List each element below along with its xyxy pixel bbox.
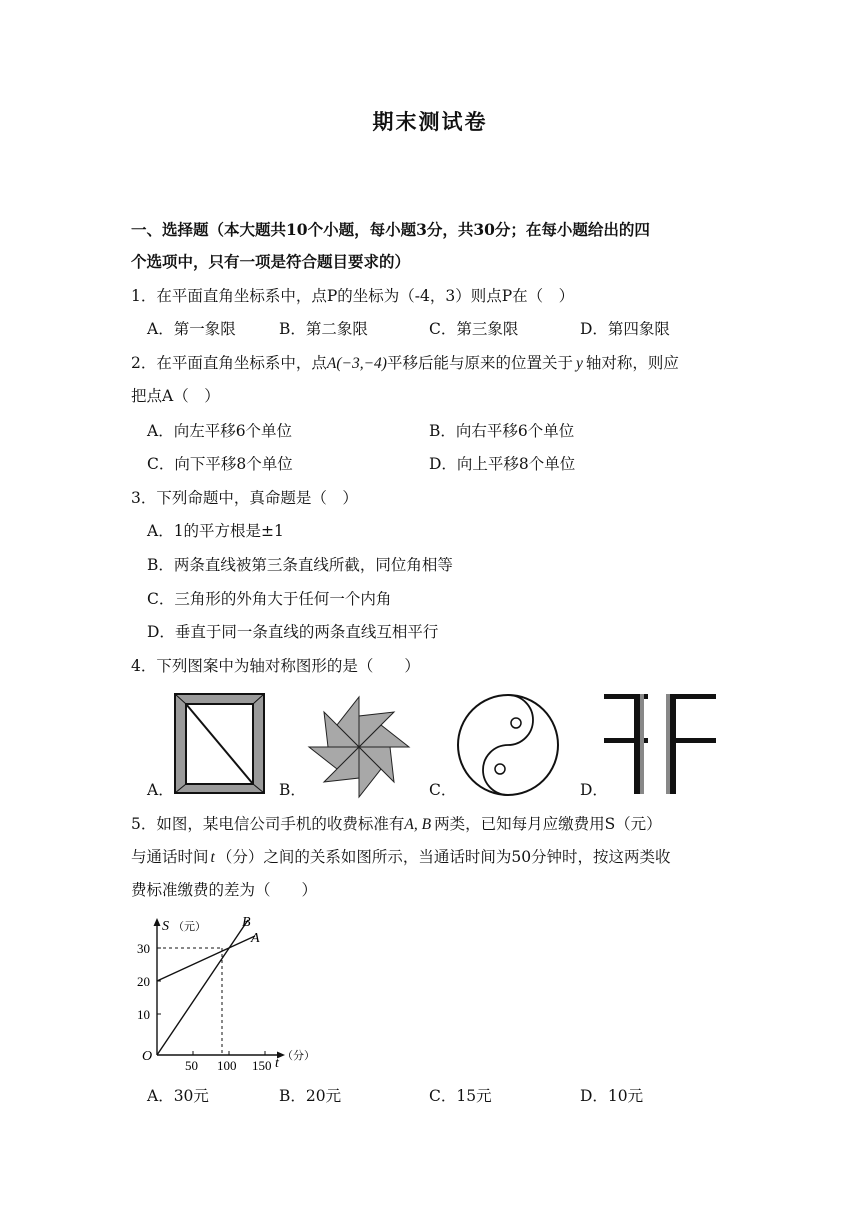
graph-line-b bbox=[157, 920, 248, 1055]
question-3-option-d: D．垂直于同一条直线的两条直线互相平行 bbox=[147, 623, 439, 641]
question-3-option-a: A．1的平方根是±1 bbox=[147, 522, 284, 540]
question-2-stem-c: 轴对称，则应 bbox=[585, 354, 679, 372]
question-2-stem-b: 平移后能与原来的位置关于 bbox=[386, 354, 573, 372]
question-5-option-d: D．10元 bbox=[580, 1087, 644, 1105]
section-heading-line1: 一、选择题（本大题共10个小题，每小题3分，共30分；在每小题给出的四 bbox=[131, 220, 650, 239]
question-1-option-a: A．第一象限 bbox=[147, 320, 236, 338]
question-2-stem bbox=[131, 353, 679, 374]
graph-y-unit: （元） bbox=[173, 920, 206, 933]
question-1-option-c: C．第三象限 bbox=[429, 320, 519, 338]
question-5-stem bbox=[131, 814, 662, 835]
figure-a-square-diagonal bbox=[174, 693, 265, 794]
graph-y-arrow bbox=[154, 918, 161, 926]
question-5-stem-a: 5．如图，某电信公司手机的收费标准有 bbox=[131, 815, 405, 833]
question-5-ab: A, B bbox=[404, 816, 432, 833]
question-2-option-c: C．向下平移8个单位 bbox=[147, 455, 293, 473]
question-1-stem: 1．在平面直角坐标系中，点P的坐标为（-4，3）则点P在（ ） bbox=[131, 287, 575, 305]
question-2-stem-line2: 把点A（ ） bbox=[131, 387, 220, 405]
figure-c-yin-yang bbox=[455, 692, 561, 798]
figure-b-label: B． bbox=[279, 781, 306, 799]
question-5-line2-a: 与通话时间 bbox=[131, 848, 209, 866]
question-2-point: A(−3,−4) bbox=[326, 355, 387, 372]
question-5-t: t bbox=[210, 849, 215, 866]
graph-line-a bbox=[157, 936, 255, 981]
graph-x-unit: （分） bbox=[282, 1049, 315, 1062]
question-5-stem-line2 bbox=[131, 847, 671, 868]
graph-xtick-100: 100 bbox=[217, 1058, 237, 1073]
question-5-stem-line3: 费标准缴费的差为（ ） bbox=[131, 881, 318, 899]
graph-ytick-10: 10 bbox=[137, 1007, 150, 1022]
page-title: 期末测试卷 bbox=[372, 109, 488, 134]
question-5-option-b: B．20元 bbox=[279, 1087, 342, 1105]
graph-xtick-50: 50 bbox=[185, 1058, 198, 1073]
figure-a-label: A． bbox=[147, 781, 174, 799]
question-5-option-c: C．15元 bbox=[429, 1087, 492, 1105]
graph-line-b-label: B bbox=[242, 915, 251, 930]
figure-d-bars bbox=[604, 690, 716, 796]
question-2-axis: y bbox=[575, 355, 583, 372]
question-5-graph bbox=[130, 912, 330, 1074]
question-2-stem-a: 2．在平面直角坐标系中，点 bbox=[131, 354, 327, 372]
question-2-option-b: B．向右平移6个单位 bbox=[429, 422, 575, 440]
question-5-stem-b: 两类，已知每月应缴费用S（元） bbox=[434, 815, 662, 833]
graph-line-a-label: A bbox=[251, 931, 260, 946]
question-5-line2-b: （分）之间的关系如图所示，当通话时间为50分钟时，按这两类收 bbox=[216, 848, 671, 866]
question-5-option-a: A．30元 bbox=[147, 1087, 209, 1105]
figure-b-pinwheel bbox=[305, 693, 413, 801]
graph-ytick-30: 30 bbox=[137, 941, 150, 956]
graph-origin: O bbox=[142, 1049, 153, 1064]
question-2-option-a: A．向左平移6个单位 bbox=[147, 422, 293, 440]
question-3-option-b: B．两条直线被第三条直线所截，同位角相等 bbox=[147, 556, 453, 574]
graph-y-var: S bbox=[162, 919, 169, 934]
question-1-option-d: D．第四象限 bbox=[580, 320, 670, 338]
graph-xtick-150: 150 bbox=[252, 1058, 272, 1073]
question-3-stem: 3．下列命题中，真命题是（ ） bbox=[131, 489, 358, 507]
graph-ytick-20: 20 bbox=[137, 974, 150, 989]
question-1-option-b: B．第二象限 bbox=[279, 320, 368, 338]
figure-d-label: D． bbox=[580, 781, 608, 799]
section-heading-line2: 个选项中，只有一项是符合题目要求的） bbox=[131, 252, 411, 271]
question-3-option-c: C．三角形的外角大于任何一个内角 bbox=[147, 590, 392, 608]
figure-c-label: C． bbox=[429, 781, 457, 799]
question-2-option-d: D．向上平移8个单位 bbox=[429, 455, 576, 473]
graph-x-var: t bbox=[275, 1056, 279, 1071]
question-4-stem: 4．下列图案中为轴对称图形的是（ ） bbox=[131, 657, 420, 675]
